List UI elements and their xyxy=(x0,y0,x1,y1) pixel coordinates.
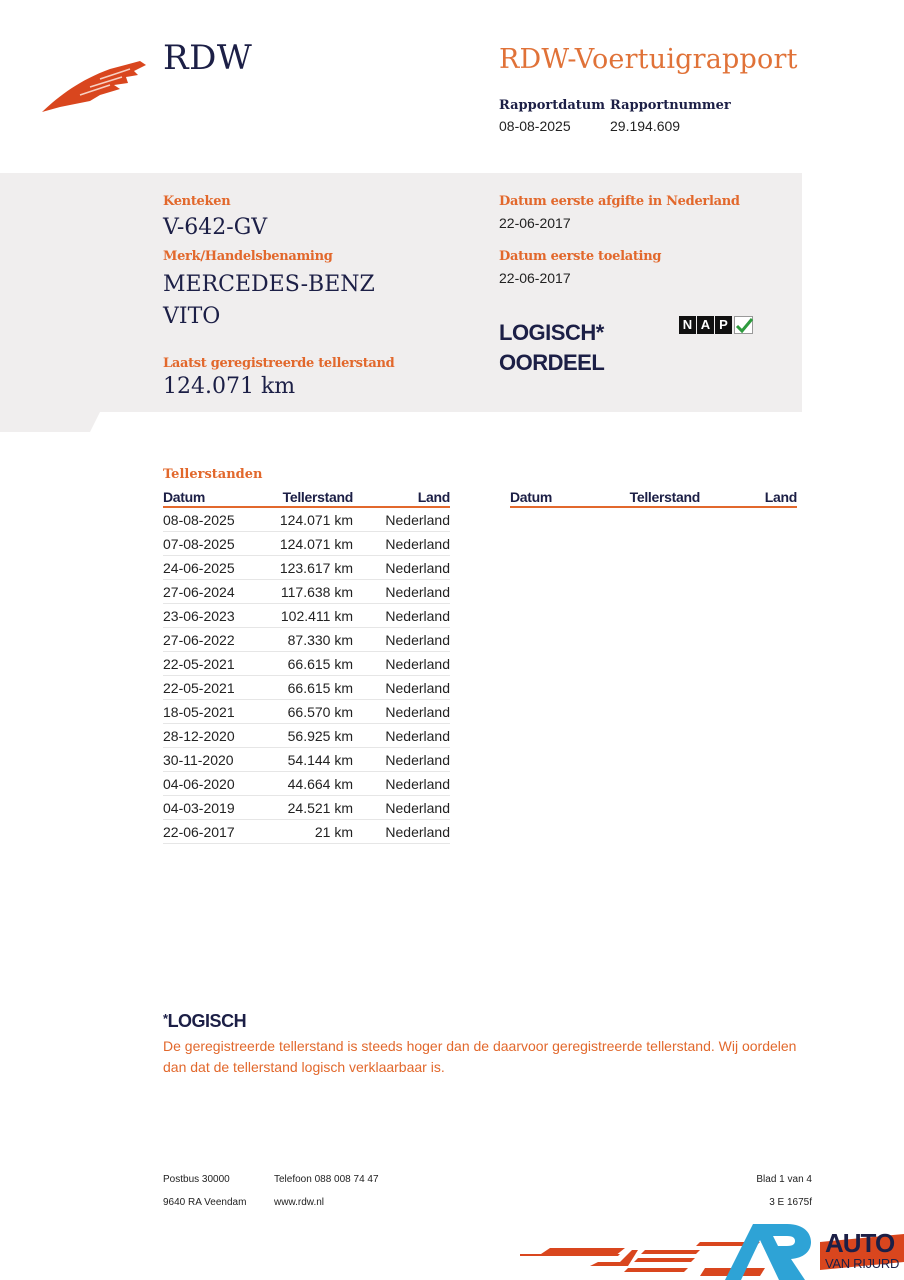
row-odometer: 87.330 km xyxy=(263,628,353,652)
row-odometer: 102.411 km xyxy=(263,604,353,628)
row-date: 22-05-2021 xyxy=(163,652,263,676)
report-date-label: Rapportdatum xyxy=(499,98,605,113)
row-date: 27-06-2024 xyxy=(163,580,263,604)
panel-tab xyxy=(0,412,100,432)
footnote-title xyxy=(163,1011,246,1032)
report-title: RDW-Voertuigrapport xyxy=(499,44,798,75)
row-odometer: 117.638 km xyxy=(263,580,353,604)
table-row xyxy=(163,820,450,844)
brand-value: MERCEDES-BENZ xyxy=(163,272,375,297)
first-issue-label: Datum eerste afgifte in Nederland xyxy=(499,194,740,209)
row-date: 28-12-2020 xyxy=(163,724,263,748)
table-row xyxy=(163,724,450,748)
nap-letter-a: A xyxy=(697,316,714,334)
odometer-table-right xyxy=(510,488,797,508)
verdict-line2: OORDEEL xyxy=(499,350,605,375)
row-odometer: 123.617 km xyxy=(263,556,353,580)
footnote-text: De geregistreerde tellerstand is steeds hoger dan de daarvoor geregistreerde tellerstand. Wij oordelen dan dat de tellerstand logisch verklaarbaar is. xyxy=(163,1038,797,1075)
first-admission-label: Datum eerste toelating xyxy=(499,249,662,264)
plate-label: Kenteken xyxy=(163,194,231,209)
ar-monogram-icon xyxy=(725,1222,815,1280)
row-odometer: 124.071 km xyxy=(263,532,353,556)
nap-letter-n: N xyxy=(679,316,696,334)
footer-city: 9640 RA Veendam xyxy=(163,1197,247,1208)
row-country: Nederland xyxy=(353,532,450,556)
row-date: 08-08-2025 xyxy=(163,507,263,532)
odometer-label: Laatst geregistreerde tellerstand xyxy=(163,356,395,371)
odometer-value: 124.071 km xyxy=(163,374,296,399)
footer-phone: Telefoon 088 008 74 47 xyxy=(274,1174,379,1185)
row-country: Nederland xyxy=(353,700,450,724)
table-header-row xyxy=(163,488,450,507)
footnote-asterisk: * xyxy=(163,1011,168,1026)
col-country: Land xyxy=(353,488,450,507)
report-number-label: Rapportnummer xyxy=(610,98,731,113)
table-row xyxy=(163,580,450,604)
odometer-table xyxy=(163,488,450,844)
row-odometer: 44.664 km xyxy=(263,772,353,796)
table-row xyxy=(163,652,450,676)
rdw-feather-icon xyxy=(40,55,150,115)
logo-text: RDW xyxy=(163,38,253,78)
verdict-line1: LOGISCH* xyxy=(499,320,604,345)
table-row xyxy=(163,628,450,652)
row-country: Nederland xyxy=(353,724,450,748)
plate-value: V-642-GV xyxy=(163,215,268,240)
row-odometer: 66.615 km xyxy=(263,652,353,676)
row-odometer: 21 km xyxy=(263,820,353,844)
table-row xyxy=(163,772,450,796)
watermark-logo xyxy=(520,1222,904,1280)
row-country: Nederland xyxy=(353,507,450,532)
row-date: 27-06-2022 xyxy=(163,628,263,652)
table-row xyxy=(163,748,450,772)
footer-website[interactable]: www.rdw.nl xyxy=(274,1197,325,1208)
rdw-logo xyxy=(40,55,150,115)
table-row xyxy=(163,507,450,532)
watermark-brand: AUTO xyxy=(825,1228,895,1258)
row-date: 18-05-2021 xyxy=(163,700,263,724)
report-number: 29.194.609 xyxy=(610,118,681,134)
row-date: 22-06-2017 xyxy=(163,820,263,844)
row-country: Nederland xyxy=(353,628,450,652)
brand-label: Merk/Handelsbenaming xyxy=(163,249,333,264)
check-icon xyxy=(734,316,753,334)
row-odometer: 54.144 km xyxy=(263,748,353,772)
row-country: Nederland xyxy=(353,604,450,628)
row-odometer: 24.521 km xyxy=(263,796,353,820)
col-date: Datum xyxy=(510,488,610,507)
odometer-section-title: Tellerstanden xyxy=(163,467,263,482)
row-country: Nederland xyxy=(353,652,450,676)
table-row xyxy=(163,532,450,556)
row-country: Nederland xyxy=(353,820,450,844)
report-date: 08-08-2025 xyxy=(499,118,571,134)
row-odometer: 124.071 km xyxy=(263,507,353,532)
table-header-row xyxy=(510,488,797,507)
row-date: 24-06-2025 xyxy=(163,556,263,580)
table-row xyxy=(163,556,450,580)
row-date: 04-06-2020 xyxy=(163,772,263,796)
table-row xyxy=(163,796,450,820)
row-country: Nederland xyxy=(353,796,450,820)
col-odometer: Tellerstand xyxy=(610,488,700,507)
table-row xyxy=(163,700,450,724)
table-row xyxy=(163,676,450,700)
col-country: Land xyxy=(700,488,797,507)
row-date: 30-11-2020 xyxy=(163,748,263,772)
nap-letter-p: P xyxy=(715,316,732,334)
watermark-sub: VAN RIJURD xyxy=(825,1256,900,1271)
row-date: 04-03-2019 xyxy=(163,796,263,820)
row-date: 07-08-2025 xyxy=(163,532,263,556)
footer-code: 3 E 1675f xyxy=(769,1197,812,1208)
row-country: Nederland xyxy=(353,556,450,580)
footer-postbus: Postbus 30000 xyxy=(163,1174,230,1185)
footnote-title-text: LOGISCH xyxy=(167,1011,247,1031)
verdict xyxy=(499,318,604,378)
row-odometer: 56.925 km xyxy=(263,724,353,748)
nap-badge xyxy=(679,316,759,348)
col-odometer: Tellerstand xyxy=(263,488,353,507)
first-admission-value: 22-06-2017 xyxy=(499,270,571,286)
row-odometer: 66.615 km xyxy=(263,676,353,700)
footer-page: Blad 1 van 4 xyxy=(756,1174,812,1185)
row-date: 22-05-2021 xyxy=(163,676,263,700)
col-date: Datum xyxy=(163,488,263,507)
row-country: Nederland xyxy=(353,580,450,604)
row-country: Nederland xyxy=(353,676,450,700)
table-row xyxy=(163,604,450,628)
row-country: Nederland xyxy=(353,748,450,772)
row-odometer: 66.570 km xyxy=(263,700,353,724)
row-date: 23-06-2023 xyxy=(163,604,263,628)
first-issue-value: 22-06-2017 xyxy=(499,215,571,231)
row-country: Nederland xyxy=(353,772,450,796)
model-value: VITO xyxy=(163,304,221,329)
